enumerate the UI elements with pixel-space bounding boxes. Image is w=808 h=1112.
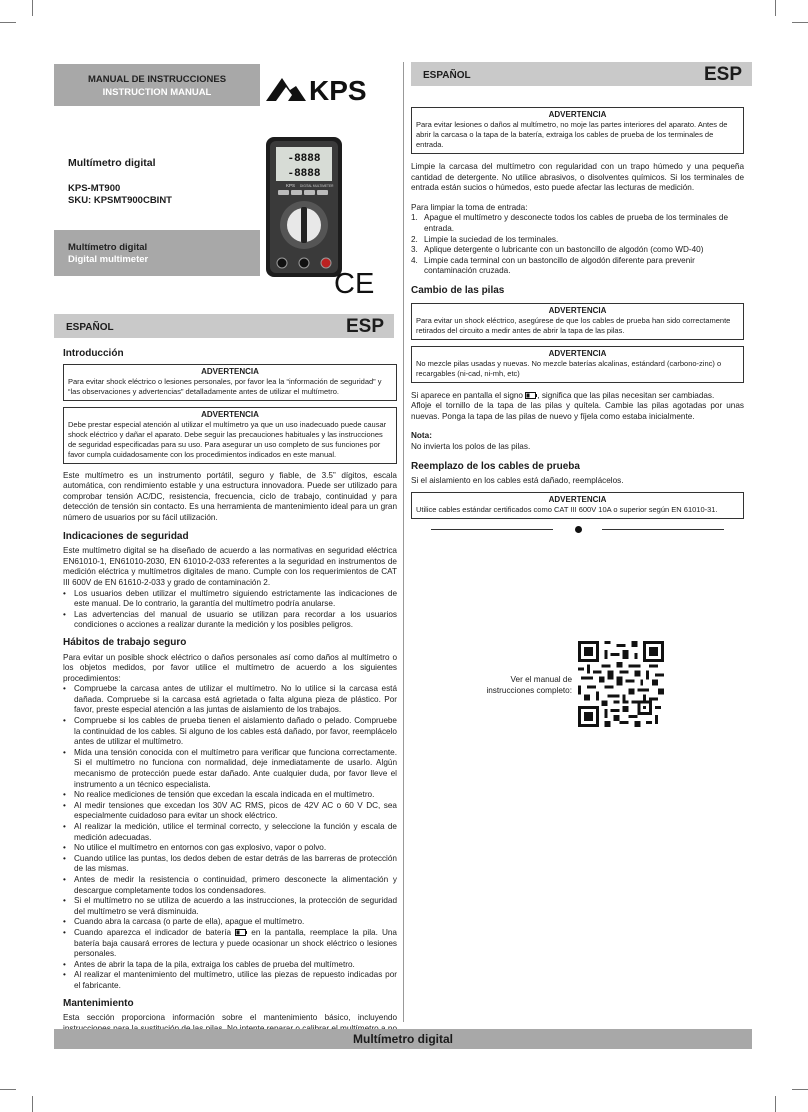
list-item: • Al realizar la medición, utilice el terminal correcto, y seleccione la función y escala de medición adecuadas. — [63, 822, 397, 843]
battery-icon — [235, 929, 247, 936]
list-item: • Si el multímetro no se utiliza de acuerdo a las instrucciones, la protección de seguridad del multímetro se verá disminuida. — [63, 896, 397, 917]
note-text: No invierta los polos de las pilas. — [411, 441, 531, 451]
list-item: • Antes de abrir la tapa de la pila, extraiga los cables de prueba del multímetro. — [63, 960, 397, 971]
qr-label: Ver el manual de instrucciones completo: — [486, 675, 572, 695]
list-item: • Compruebe si los cables de prueba tienen el aislamiento dañado o pelado. Compruebe la continuidad de los cables. Si alguno de los cables está dañado, por favor, reemplácelo antes de utilizar el multímetro. — [63, 716, 397, 748]
product-title: Multímetro digital — [68, 157, 156, 169]
crop-mark — [0, 1089, 16, 1090]
list-item: 1. Apague el multímetro y desconecte todos los cables de prueba de los terminales de entrada. — [411, 213, 729, 233]
list-item: • No utilice el multímetro en entornos con gas explosivo, vapor o polvo. — [63, 843, 397, 854]
section-label: ESPAÑOL — [423, 70, 471, 81]
warning-box — [63, 407, 397, 464]
crop-mark — [775, 0, 776, 16]
crop-mark — [0, 22, 16, 23]
right-column — [411, 107, 744, 519]
safety-list — [63, 589, 397, 631]
list-item: • Las advertencias del manual de usuario se utilizan para recordar a los usuarios condiciones o acciones a realizar durante la medición y los posibles peligros. — [63, 610, 397, 631]
section-code: ESP — [345, 316, 384, 337]
clean-text: Limpie la carcasa del multímetro con regularidad con un trapo húmedo y una pequeña cantidad de detergente. No utilice abrasivos, o disolventes químicos. Si los terminales de entrada están sucios o húmedos, esto puede afectar las lecturas de medición. — [411, 162, 744, 193]
safety-text: Este multímetro digital se ha diseñado de acuerdo a las normativas en seguridad eléctrica EN61010-1, EN61010-2030, EN 61010-2-033 referentes a la seguridad en instrumentos de medición eléctrica y multímetros digitales de mano. Cumple con los requerimientos de CAT III 600V de EN 61610-2-033 y grado de contaminación 2. — [63, 546, 397, 587]
warning-text: Para evitar un shock eléctrico, asegúrese de que los cables de prueba han sido correctamente retirados del circuito a medir antes de abrir la tapa de las pilas. — [416, 315, 731, 335]
crop-mark — [32, 1096, 33, 1112]
column-divider — [403, 62, 404, 1022]
list-item: 4. Limpie cada terminal con un bastoncillo de algodón diferente para prevenir contaminación cruzada. — [411, 255, 695, 276]
svg-text:CE: CE — [334, 268, 374, 296]
intro-heading: Introducción — [63, 348, 124, 359]
svg-text:KPS: KPS — [286, 183, 296, 188]
warning-text: Utilice cables estándar certificados como CAT III 600V 10A o superior según EN 61010-31. — [416, 504, 718, 514]
section-label: ESPAÑOL — [66, 322, 114, 333]
warning-box — [411, 303, 744, 340]
crop-mark — [775, 1096, 776, 1112]
ce-icon — [334, 268, 374, 296]
product-name-box — [54, 230, 260, 276]
separator-line — [431, 529, 553, 530]
battery-heading: Cambio de las pilas — [411, 284, 505, 296]
ce-mark — [334, 268, 374, 296]
battery-text-2: Afloje el tornillo de la tapa de las pilas y quítela. Cambie las pilas agotadas por unas nuevas. Ponga la tapa de las pilas de nuevo y fíjela como estaba inicialmente. — [411, 401, 744, 421]
warning-box — [411, 346, 744, 383]
list-item: • Mida una tensión conocida con el multímetro para verificar que funciona correctamente. Si el multímetro no funciona con normalidad, deje inmediatamente de usarlo. Algún mecanismo de protección puede estar dañado. Ante cualquier duda, por favor lleve el instrumento a un técnico especialista. — [63, 748, 397, 790]
warning-title: ADVERTENCIA — [548, 110, 607, 119]
list-item: 2. Limpie la suciedad de los terminales. — [411, 234, 559, 244]
intro-text: Este multímetro es un instrumento portátil, seguro y fiable, de 3.5” dígitos, escala automática, con rendimiento estable y una estructura innovadora. Puede ser utilizado para comprobar tensión AC/DC, resistencia, frecuencia, ciclo de trabajo, continuidad y para detección de tensión sin contacto. Es una herramienta de mantenimiento ideal para un gran número de usuarios por su fácil utilización. — [63, 470, 397, 522]
cables-heading: Reemplazo de los cables de prueba — [411, 460, 580, 472]
product-model-block — [68, 183, 172, 207]
warning-title: ADVERTENCIA — [548, 305, 607, 315]
separator-line — [602, 529, 724, 530]
qr-code[interactable] — [578, 641, 664, 727]
note-label: Nota: — [411, 431, 432, 441]
list-item: • Cuando abra la carcasa (o parte de ella), apague el multímetro. — [63, 917, 397, 928]
battery-text: Si aparece en pantalla el signo , significa que las pilas necesitan ser cambiadas. — [411, 390, 715, 400]
crop-mark — [792, 1089, 808, 1090]
warning-title: ADVERTENCIA — [201, 409, 259, 419]
product-name-en: Digital multimeter — [68, 254, 149, 265]
list-item: • Al realizar el mantenimiento del multímetro, utilice las piezas de repuesto indicadas por el fabricante. — [63, 970, 397, 991]
list-item: • Compruebe la carcasa antes de utilizar el multímetro. No lo utilice si la carcasa está dañada. Compruebe si la carcasa está agrietada o falta alguna pieza de plástico. Por favor, preste especial atención a las juntas de aislamiento de los trabajos. — [63, 684, 397, 716]
product-model: KPS-MT900 — [68, 183, 121, 194]
svg-text:-8888: -8888 — [287, 153, 321, 165]
battery-bullet-post: en la pantalla, reemplace la pila. Una batería baja causará errores de lectura y puede ocasionar un shock eléctrico o lesiones personales. — [74, 927, 397, 959]
section-code: ESP — [703, 64, 742, 85]
svg-text:-8888: -8888 — [287, 168, 321, 180]
crop-mark — [32, 0, 33, 16]
list-item — [63, 928, 397, 960]
battery-icon — [525, 392, 537, 399]
warning-text: No mezcle pilas usadas y nuevas. No mezcle baterías alcalinas, estándard (carbono-zinc) o recargables (ni-cad, ni-mh, etc) — [416, 358, 722, 378]
list-item: • Al medir tensiones que excedan los 30V AC RMS, picos de 42V AC o 60 V DC, sea especialmente cuidadoso para evitar un shock eléctrico. — [63, 801, 397, 822]
warning-title: ADVERTENCIA — [548, 494, 607, 504]
manual-header — [54, 64, 260, 106]
warning-title: ADVERTENCIA — [201, 366, 259, 376]
separator-dot — [575, 526, 582, 533]
warning-text: Debe prestar especial atención al utilizar el multímetro ya que un uso inadecuado puede causar shock eléctrico y dañar el aparato. Debe seguir las precauciones habituales y las instrucciones de seguridad especificadas para su uso. Para asegurar un uso completo de sus funciones por favor cumpla cuidadosamente con los procedimientos indicados en este manual. — [68, 419, 387, 459]
product-name-es: Multímetro digital — [68, 242, 148, 253]
warning-box — [411, 492, 744, 519]
maintenance-text: Esta sección proporciona información sobre el mantenimiento básico, incluyendo — [63, 1013, 397, 1023]
warning-box — [411, 107, 744, 154]
warning-text: Para evitar lesiones o daños al multímetro, no moje las partes interiores del aparato. Antes de abrir la carcasa o la tapa de la batería, extraiga los cables de prueba de los terminales de entrada. — [416, 120, 728, 149]
warning-text: Para evitar shock eléctrico o lesiones personales, por favor lea la “información de seguridad” y “las observaciones y advertencias” detalladamente antes de utilizar el multímetro. — [68, 376, 382, 396]
section-bar-left — [54, 314, 394, 338]
list-item: • Antes de medir la resistencia o continuidad, primero desconecte la alimentación y descargue completamente todos los condensadores. — [63, 875, 397, 896]
habits-list — [63, 684, 397, 991]
kps-logo — [266, 74, 388, 104]
crop-mark — [792, 22, 808, 23]
footer-title: Multímetro digital — [54, 1029, 752, 1049]
warning-box — [63, 364, 397, 401]
product-sku: SKU: KPSMT900CBINT — [68, 195, 172, 206]
battery-bullet-pre: Cuando aparezca el indicador de batería — [74, 927, 232, 937]
svg-text:DIGITAL MULTIMETER: DIGITAL MULTIMETER — [300, 184, 334, 188]
svg-text:KPS: KPS — [309, 75, 367, 104]
manual-title-es: MANUAL DE INSTRUCCIONES — [87, 74, 227, 85]
list-item: • Los usuarios deben utilizar el multímetro siguiendo estrictamente las indicaciones de este manual. De lo contrario, la garantía del multímetro podría anularse. — [63, 589, 397, 610]
list-item: • No realice mediciones de tensión que excedan la escala indicada en el multímetro. — [63, 790, 397, 801]
manual-title-en: INSTRUCTION MANUAL — [102, 87, 212, 98]
clean-steps-intro: Para limpiar la toma de entrada: — [411, 202, 528, 212]
clean-steps — [411, 213, 744, 277]
multimeter-image — [262, 137, 346, 277]
habits-heading: Hábitos de trabajo seguro — [63, 636, 187, 648]
cables-text: Si el aislamiento en los cables está dañado, reemplácelos. — [411, 476, 624, 486]
warning-title: ADVERTENCIA — [548, 348, 607, 358]
maintenance-heading: Mantenimiento — [63, 997, 134, 1009]
section-bar-right — [411, 62, 752, 86]
habits-text: Para evitar un posible shock eléctrico o daños personales así como daños al multímetro o los objetos medidos, por favor utilice el multímetro de acuerdo a los siguientes procedimientos: — [63, 652, 397, 683]
safety-heading: Indicaciones de seguridad — [63, 530, 189, 542]
left-column — [63, 349, 397, 1045]
list-item: 3. Aplique detergente o lubricante con un bastoncillo de algodón (como WD-40) — [411, 245, 704, 255]
list-item: • Cuando utilice las puntas, los dedos deben de estar detrás de las barreras de protección de las mismas. — [63, 854, 397, 875]
